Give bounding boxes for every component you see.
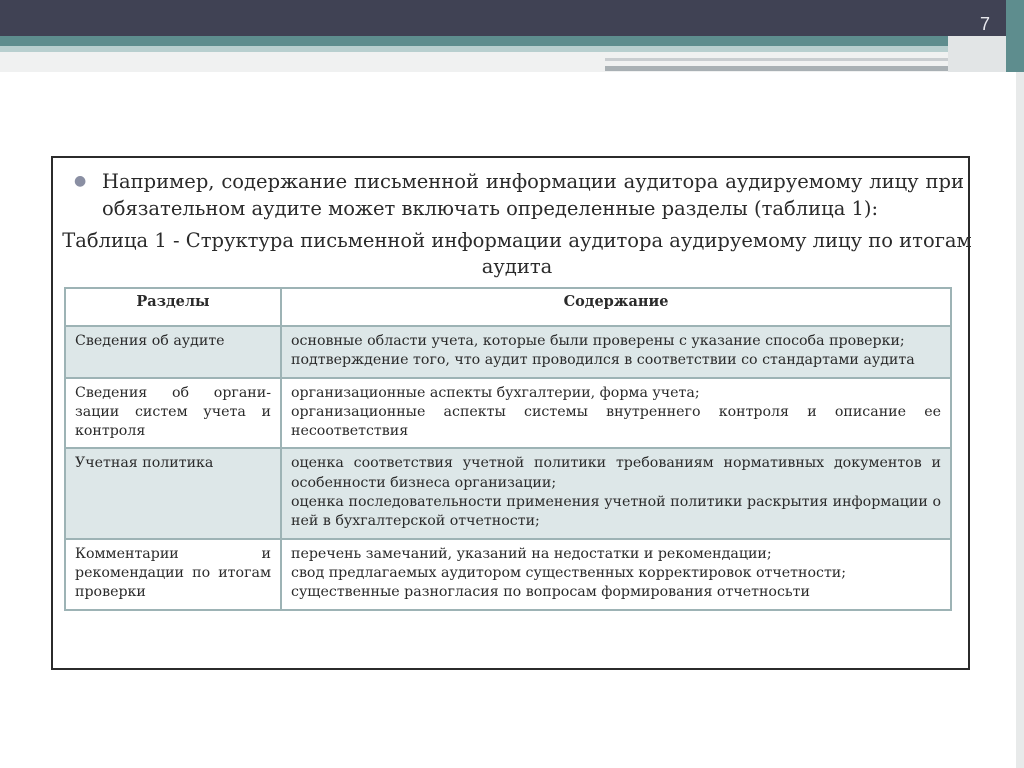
table-row	[65, 448, 951, 538]
content-line: оценка соответствия учетной политики требованиям нормативных документов и особенности бизнеса организации;	[291, 455, 941, 491]
section-cell: Комментарии и рекомендации по итогам проверки	[65, 539, 281, 610]
content-line: перечень замечаний, указаний на недостатки и рекомендации;	[291, 545, 772, 562]
header-band	[0, 0, 1024, 36]
slide-number: 7	[979, 14, 990, 34]
right-edge-rail	[1016, 72, 1024, 768]
table-header-row	[65, 288, 951, 326]
header-rule-thin	[605, 58, 950, 61]
content-cell	[281, 539, 951, 610]
content-line: основные области учета, которые были проверены с указание способа проверки;	[291, 333, 905, 349]
table-caption: Таблица 1 - Структура письменной информации аудитора аудируемому лицу по итогам аудита	[62, 229, 972, 278]
section-cell: Учетная политика	[65, 448, 281, 538]
table-row	[65, 539, 951, 610]
content-line: существенные разногласия по вопросам формирования отчетносьти	[291, 584, 810, 601]
bullet-paragraph	[74, 168, 964, 222]
content-cell	[281, 326, 951, 378]
content-line: оценка последовательности применения учетной политики раскрытия информации о ней в бухгалтерской отчетности;	[291, 494, 941, 530]
header-rule-thick	[605, 66, 950, 71]
content-cell	[281, 448, 951, 538]
header-accent-stripe	[0, 36, 1024, 46]
header-corner-accent	[1006, 0, 1024, 72]
section-cell: Сведения об аудите	[65, 326, 281, 378]
bullet-text: Например, содержание письменной информации аудитора аудируемому лицу при обязательном аудите может включать определенные разделы (таблица 1):	[102, 170, 964, 220]
content-line: организационные аспекты бухгалтерии, форма учета;	[291, 384, 700, 401]
header-corner-block	[948, 36, 1006, 72]
section-cell: Сведения об органи-зации систем учета и контроля	[65, 378, 281, 449]
table-row	[65, 378, 951, 449]
column-header-sections: Разделы	[65, 288, 281, 326]
content-cell	[281, 378, 951, 449]
content-line: свод предлагаемых аудитором существенных корректировок отчетности;	[291, 564, 847, 581]
content-line: подтверждение того, что аудит проводился в соответствии со стандартами аудита	[291, 352, 915, 369]
sections-table	[64, 287, 952, 611]
content-line: организационные аспекты системы внутреннего контроля и описание ее несоответствия	[291, 403, 941, 440]
column-header-content: Содержание	[281, 288, 951, 326]
table-row	[65, 326, 951, 378]
bullet-dot-icon: ●	[74, 173, 87, 189]
